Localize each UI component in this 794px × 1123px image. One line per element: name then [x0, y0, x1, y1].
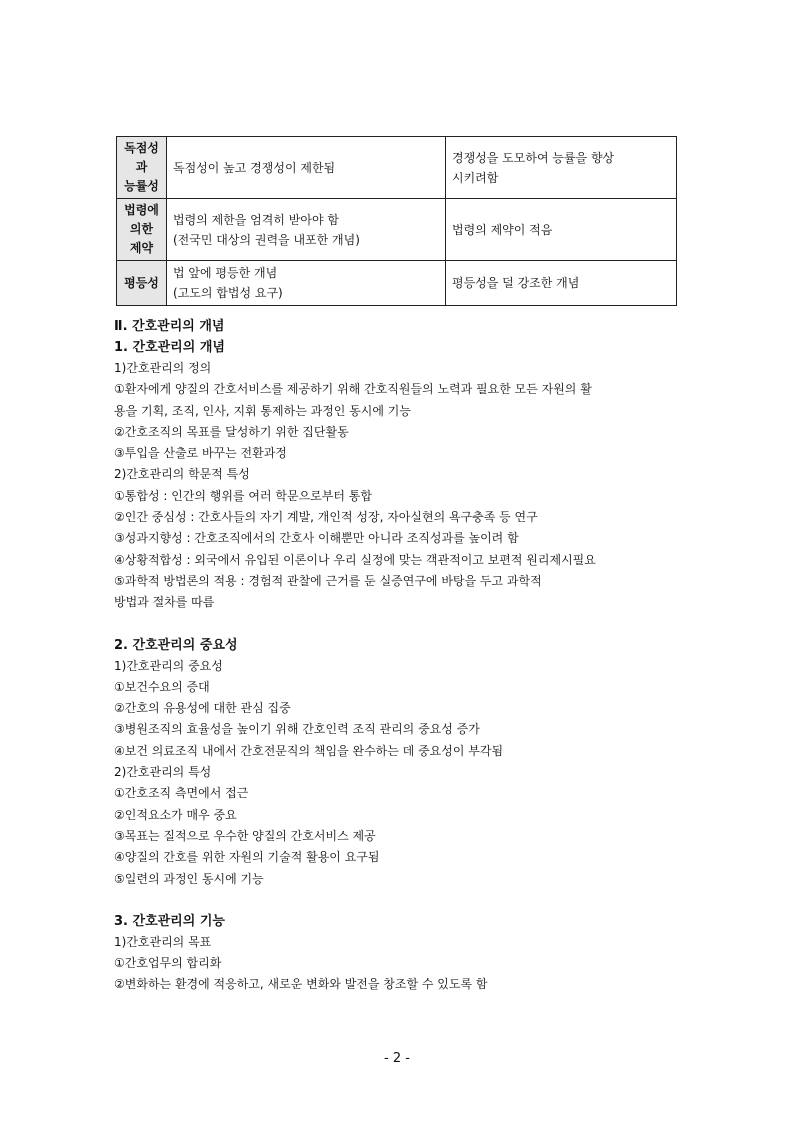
text-line: 2)간호관리의 학문적 특성	[114, 467, 250, 482]
text-line: ④양질의 간호를 위한 자원의 기술적 활용이 요구됨	[114, 850, 380, 865]
text-line: 2)간호관리의 특성	[114, 765, 212, 780]
text-line: ④보건 의료조직 내에서 간호전문직의 책임을 완수하는 데 중요성이 부각됨	[114, 743, 504, 758]
text-line: 1)간호관리의 목표	[114, 934, 212, 949]
row-label-line: 독점성	[124, 141, 159, 155]
blank-line	[114, 890, 694, 911]
row-label-cell	[117, 137, 167, 199]
text-line: ①보건수요의 증대	[114, 679, 210, 694]
cell-line: 법령의 제한을 엄격히 받아야 함	[173, 212, 339, 227]
text-line: 1)간호관리의 중요성	[114, 658, 223, 673]
text-line: ③목표는 질적으로 우수한 양질의 간호서비스 제공	[114, 828, 376, 843]
private-admin-cell	[446, 261, 677, 306]
blank-line	[114, 614, 694, 635]
row-label-line: 법령에	[124, 203, 159, 217]
public-admin-cell	[167, 137, 446, 199]
row-label-cell	[117, 261, 167, 306]
document-body	[114, 316, 694, 996]
row-label-line: 과	[135, 160, 148, 174]
cell-line: 경쟁성을 도모하여 능률을 향상	[452, 150, 615, 165]
text-line: 1)간호관리의 정의	[114, 361, 212, 375]
text-line: ②인간 중심성 : 간호사들의 자기 계발, 개인적 성장, 자아실현의 욕구충족 등 연구	[114, 510, 538, 525]
text-line: ②변화하는 환경에 적응하고, 새로운 변화와 발전을 창조할 수 있도록 함	[114, 977, 488, 992]
text-line: ⑤과학적 방법론의 적용 : 경험적 관찰에 근거를 둔 실증연구에 바탕을 두고 과학적	[114, 573, 542, 588]
text-line: ④상황적합성 : 외국에서 유입된 이론이나 우리 실정에 맞는 객관적이고 보편적 원리제시필요	[114, 552, 596, 567]
text-line: ③병원조직의 효율성을 높이기 위해 간호인력 조직 관리의 중요성 증가	[114, 722, 480, 737]
table-row	[117, 261, 677, 306]
cell-line: 독점성이 높고 경쟁성이 제한됨	[173, 160, 336, 175]
text-line: 용을 기획, 조직, 인사, 지휘 통제하는 과정인 동시에 기능	[114, 403, 411, 418]
text-line: ③투입을 산출로 바꾸는 전환과정	[114, 446, 287, 461]
private-admin-cell	[446, 199, 677, 261]
subsection-heading: 2. 간호관리의 중요성	[114, 637, 238, 653]
row-label-cell	[117, 199, 167, 261]
private-admin-cell	[446, 137, 677, 199]
text-line: ②간호조직의 목표를 달성하기 위한 집단활동	[114, 424, 349, 439]
text-line: ②간호의 유용성에 대한 관심 집중	[114, 701, 291, 716]
text-line: ①간호조직 측면에서 접근	[114, 786, 249, 801]
row-label-line: 능률성	[124, 179, 159, 193]
page-number: - 2 -	[384, 1051, 410, 1066]
comparison-table	[116, 136, 677, 306]
subsection-heading: 1. 간호관리의 개념	[114, 340, 225, 355]
row-label-line: 평등성	[124, 275, 159, 290]
text-line: ①환자에게 양질의 간호서비스를 제공하기 위해 간호직원들의 노력과 필요한 모든 자원의 활	[114, 382, 592, 397]
row-label-line: 의한	[129, 222, 154, 236]
table-row	[117, 199, 677, 261]
text-line: ①간호업무의 합리화	[114, 956, 222, 971]
text-line: ⑤일련의 과정인 동시에 기능	[114, 871, 264, 886]
cell-line: (전국민 대상의 권력을 내포한 개념)	[173, 232, 360, 247]
cell-line: 평등성을 덜 강조한 개념	[452, 276, 580, 290]
public-admin-cell	[167, 199, 446, 261]
cell-line: 시키려함	[452, 170, 499, 185]
cell-line: 법 앞에 평등한 개념	[173, 266, 278, 280]
table-row	[117, 137, 677, 199]
text-line: 방법과 절차를 따름	[114, 595, 215, 610]
section-heading: Ⅱ. 간호관리의 개념	[114, 319, 225, 334]
text-line: ②인적요소가 매우 중요	[114, 807, 237, 822]
row-label-line: 제약	[129, 241, 154, 255]
cell-line: 법령의 제약이 적음	[452, 222, 553, 237]
text-line: ①통합성 : 인간의 행위를 여러 학문으로부터 통합	[114, 488, 372, 503]
public-admin-cell	[167, 261, 446, 306]
cell-line: (고도의 합법성 요구)	[173, 286, 283, 300]
subsection-heading: 3. 간호관리의 기능	[114, 913, 225, 929]
text-line: ③성과지향성 : 간호조직에서의 간호사 이해뿐만 아니라 조직성과를 높이려 함	[114, 531, 519, 546]
